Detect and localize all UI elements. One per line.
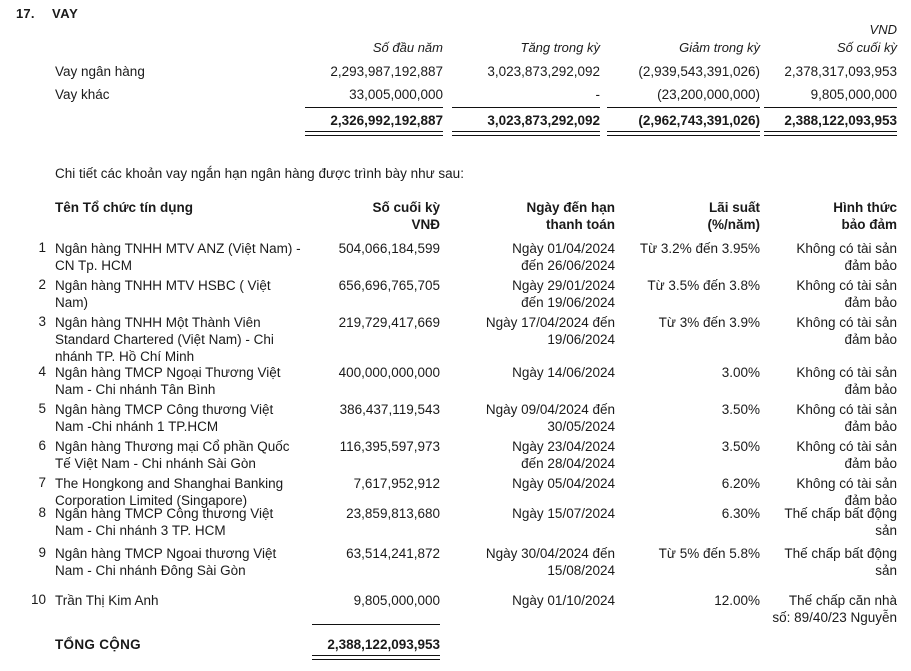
row-name-line: Nam - Chi nhánh 3 TP. HCM [55, 523, 226, 538]
row-index: 6 [38, 438, 46, 453]
detail-col-header-security: Hình thức [833, 200, 897, 215]
detail-col-header-amount-unit: VNĐ [411, 217, 440, 232]
row-name-line: Nam -Chi nhánh 1 TP.HCM [55, 419, 219, 434]
row-name-line: Tế Việt Nam - Chi nhánh Sài Gòn [55, 456, 256, 471]
summary-row-label: Vay khác [55, 87, 110, 102]
summary-col-header-3: Số cuối kỳ [837, 40, 897, 55]
row-security-line: sản [875, 523, 897, 538]
detail-col-header-security-2: bảo đảm [841, 217, 897, 232]
row-amount: 504,066,184,599 [338, 241, 440, 256]
summary-cell: (23,200,000,000) [657, 87, 760, 102]
detail-total-double-rule [312, 655, 440, 660]
row-security-line: Không có tài sản [796, 315, 897, 330]
row-amount: 656,696,765,705 [338, 278, 440, 293]
row-rate: 3.50% [721, 439, 760, 454]
summary-cell: 3,023,873,292,092 [487, 64, 600, 79]
row-security-line: đảm bảo [844, 332, 897, 347]
section-title: VAY [52, 6, 79, 21]
row-rate: Từ 3.2% đến 3.95% [639, 241, 760, 256]
row-security-line: Không có tài sản [796, 402, 897, 417]
summary-cell: 9,805,000,000 [810, 87, 897, 102]
row-due-line: 15/08/2024 [547, 563, 615, 578]
row-security-line: Không có tài sản [796, 439, 897, 454]
row-due-line: Ngày 01/10/2024 [512, 593, 615, 608]
row-security-line: sản [875, 563, 897, 578]
row-name-line: Ngân hàng TNHH MTV HSBC ( Việt [55, 278, 271, 293]
summary-rule [764, 107, 897, 108]
row-security-line: Không có tài sản [796, 476, 897, 491]
row-amount: 400,000,000,000 [338, 365, 440, 380]
row-security-line: đảm bảo [844, 382, 897, 397]
row-name-line: Ngân hàng TNHH Một Thành Viên [55, 315, 261, 330]
row-due-line: 30/05/2024 [547, 419, 615, 434]
row-index: 10 [30, 592, 46, 607]
row-amount: 7,617,952,912 [353, 476, 440, 491]
row-name-line: Ngân hàng TNHH MTV ANZ (Việt Nam) - [55, 241, 301, 256]
row-security-line: đảm bảo [844, 258, 897, 273]
row-rate: Từ 5% đến 5.8% [658, 546, 760, 561]
row-due-line: Ngày 01/04/2024 [512, 241, 615, 256]
detail-total-rule [312, 624, 440, 625]
row-amount: 63,514,241,872 [346, 546, 440, 561]
row-security-line: đảm bảo [844, 419, 897, 434]
row-due-line: Ngày 15/07/2024 [512, 506, 615, 521]
detail-col-header-due: Ngày đến hạn [526, 200, 615, 215]
summary-cell: (2,939,543,391,026) [638, 64, 760, 79]
row-security-line: Không có tài sản [796, 241, 897, 256]
row-rate: Từ 3.5% đến 3.8% [647, 278, 760, 293]
row-index: 5 [38, 401, 46, 416]
row-amount: 9,805,000,000 [353, 593, 440, 608]
row-name-line: Standard Chartered (Việt Nam) - Chi [55, 332, 274, 347]
row-security-line: đảm bảo [844, 295, 897, 310]
section-number: 17. [16, 6, 35, 21]
row-due-line: Ngày 17/04/2024 đến [485, 315, 615, 330]
row-security-line: Không có tài sản [796, 365, 897, 380]
row-rate: 3.50% [721, 402, 760, 417]
row-security-line: đảm bảo [844, 493, 897, 508]
row-due-line: Ngày 09/04/2024 đến [485, 402, 615, 417]
row-rate: 6.20% [721, 476, 760, 491]
row-name-line: Corporation Limited (Singapore) [55, 493, 248, 508]
row-security-line: Thế chấp căn nhà [788, 593, 897, 608]
summary-double-rule [764, 131, 897, 136]
summary-currency-unit: VND [869, 22, 897, 37]
row-due-line: Ngày 05/04/2024 [512, 476, 615, 491]
summary-row-label: Vay ngân hàng [55, 64, 145, 79]
summary-total-cell: 2,326,992,192,887 [330, 113, 443, 128]
row-name-line: Nam - Chi nhánh Tân Bình [55, 382, 216, 397]
summary-rule [607, 107, 760, 108]
summary-double-rule [607, 131, 760, 136]
summary-col-header-2: Giảm trong kỳ [679, 40, 760, 55]
row-name-line: CN Tp. HCM [55, 258, 133, 273]
detail-col-header-rate: Lãi suất [708, 200, 760, 215]
row-amount: 219,729,417,669 [338, 315, 440, 330]
row-security-line: số: 89/40/23 Nguyễn [772, 610, 897, 625]
summary-rule [452, 107, 600, 108]
summary-double-rule [305, 131, 443, 136]
row-due-line: 19/06/2024 [547, 332, 615, 347]
detail-col-header-amount: Số cuối kỳ [372, 200, 440, 215]
summary-col-header-0: Số đầu năm [372, 40, 443, 55]
row-index: 1 [38, 240, 46, 255]
row-name-line: Ngân hàng TMCP Công thương Việt [55, 506, 274, 521]
row-security-line: Thế chấp bất động [784, 506, 897, 521]
row-index: 7 [38, 475, 46, 490]
summary-total-cell: 3,023,873,292,092 [487, 113, 600, 128]
detail-col-header-rate-2: (%/năm) [707, 217, 760, 232]
detail-col-header-name: Tên Tổ chức tín dụng [55, 200, 194, 215]
row-name-line: Ngân hàng TMCP Công thương Việt [55, 402, 274, 417]
row-due-line: Ngày 23/04/2024 [512, 439, 615, 454]
row-security-line: Thế chấp bất động [784, 546, 897, 561]
summary-cell: - [595, 87, 600, 102]
row-name-line: nhánh TP. Hồ Chí Minh [55, 349, 195, 364]
row-due-line: Ngày 30/04/2024 đến [485, 546, 615, 561]
detail-col-header-due-2: thanh toán [546, 217, 615, 232]
row-name-line: Ngân hàng TMCP Ngoại Thương Việt [55, 365, 281, 380]
row-amount: 386,437,119,543 [339, 402, 440, 417]
detail-total-label: TỔNG CỘNG [55, 637, 141, 652]
summary-cell: 2,378,317,093,953 [784, 64, 897, 79]
row-name-line: Ngân hàng Thương mại Cổ phần Quốc [55, 439, 290, 454]
row-due-line: đến 19/06/2024 [521, 295, 615, 310]
row-security-line: Không có tài sản [796, 278, 897, 293]
detail-total-amount: 2,388,122,093,953 [327, 637, 440, 652]
summary-rule [305, 107, 443, 108]
row-name-line: The Hongkong and Shanghai Banking [55, 476, 284, 491]
row-security-line: đảm bảo [844, 456, 897, 471]
row-name-line: Trần Thị Kim Anh [55, 593, 159, 608]
row-index: 8 [38, 505, 46, 520]
summary-cell: 33,005,000,000 [349, 87, 443, 102]
summary-total-cell: 2,388,122,093,953 [784, 113, 897, 128]
row-name-line: Ngân hàng TMCP Ngoai thương Việt [55, 546, 277, 561]
summary-col-header-1: Tăng trong kỳ [520, 40, 600, 55]
summary-total-cell: (2,962,743,391,026) [638, 113, 760, 128]
row-amount: 23,859,813,680 [346, 506, 440, 521]
row-name-line: Nam) [55, 295, 88, 310]
row-index: 4 [38, 364, 46, 379]
row-due-line: Ngày 29/01/2024 [512, 278, 615, 293]
row-due-line: đến 26/06/2024 [521, 258, 615, 273]
row-name-line: Nam - Chi nhánh Đông Sài Gòn [55, 563, 246, 578]
row-index: 9 [38, 545, 46, 560]
row-rate: Từ 3% đến 3.9% [658, 315, 760, 330]
row-rate: 12.00% [714, 593, 760, 608]
row-index: 2 [38, 277, 46, 292]
row-index: 3 [38, 314, 46, 329]
summary-cell: 2,293,987,192,887 [330, 64, 443, 79]
row-due-line: Ngày 14/06/2024 [512, 365, 615, 380]
detail-intro-text: Chi tiết các khoản vay ngắn hạn ngân hàng được trình bày như sau: [55, 166, 464, 181]
summary-double-rule [452, 131, 600, 136]
row-amount: 116,395,597,973 [339, 439, 440, 454]
row-due-line: đến 28/04/2024 [521, 456, 615, 471]
row-rate: 3.00% [721, 365, 760, 380]
row-rate: 6.30% [721, 506, 760, 521]
